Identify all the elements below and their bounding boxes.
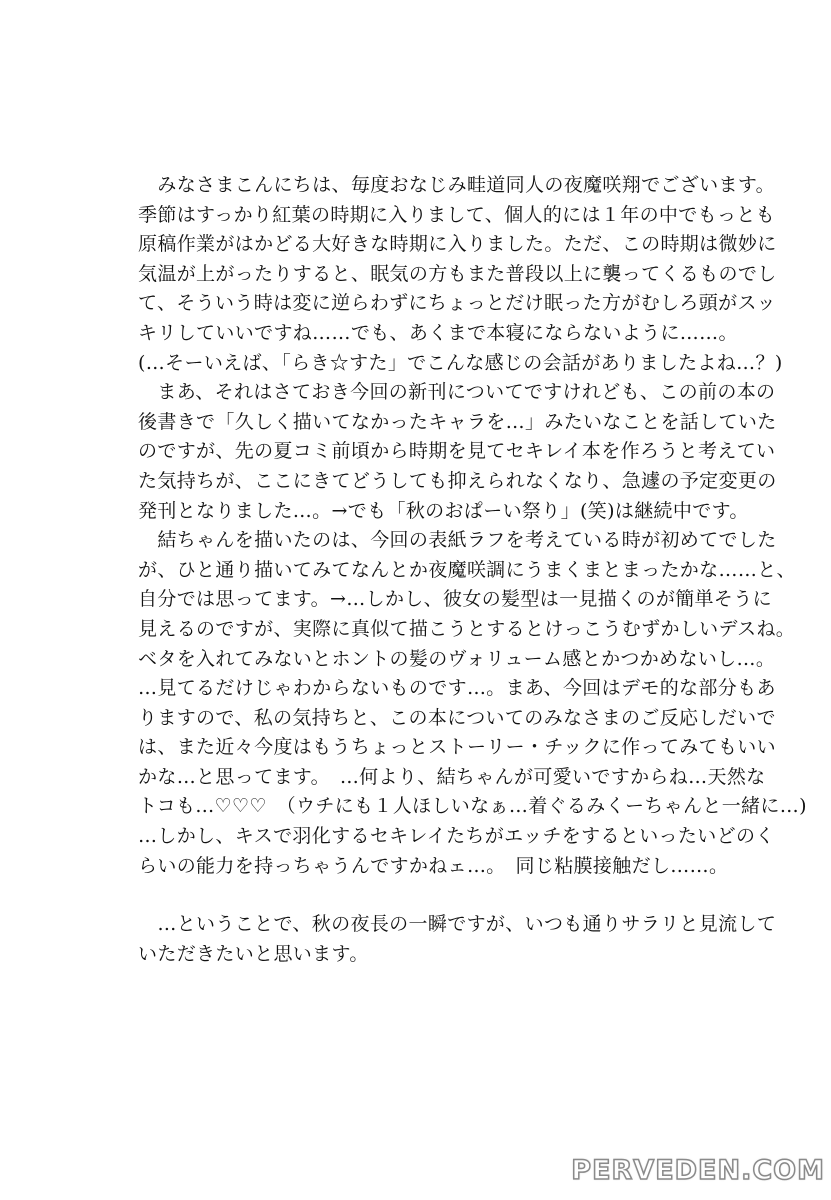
text-line: 後書きで「久しく描いてなかったキャラを…」みたいなことを話していた [138, 410, 777, 433]
text-line: キリしていいですね……でも、あくまで本寝にならないように……。 [138, 321, 738, 344]
text-line: トコも…♡♡♡ （ウチにも１人ほしいなぁ…着ぐるみくーちゃんと一緒に…) [138, 795, 807, 818]
text-line: りますので、私の気持ちと、この本についてのみなさまのご反応しだいで [138, 706, 776, 729]
text-line: は、また近々今度はもうちょっとストーリー・チックに作ってみてもいい [138, 736, 776, 759]
text-line: らいの能力を持っちゃうんですかねェ…。 同じ粘膜接触だし……。 [138, 854, 729, 877]
text-line: …しかし、キスで羽化するセキレイたちがエッチをするといったいどのく [138, 825, 775, 848]
text-line: みなさまこんにちは、毎度おなじみ畦道同人の夜魔咲翔でございます。 [138, 174, 776, 196]
text-line: …見てるだけじゃわからないものです…。まあ、今回はデモ的な部分もあ [138, 677, 776, 700]
text-line: 発刊となりました…。→でも「秋のおぱーい祭り」(笑)は継続中です。 [138, 499, 749, 522]
text-line: ベタを入れてみないとホントの髪のヴォリューム感とかつかめないし…。 [138, 647, 776, 670]
text-line: いただきたいと思います。 [138, 942, 369, 965]
text-line: 季節はすっかり紅葉の時期に入りまして、個人的には１年の中でもっとも [138, 203, 776, 226]
afterword-text [138, 171, 807, 969]
text-line: た気持ちが、ここにきてどうしても抑えられなくなり、急遽の予定変更の [138, 469, 777, 492]
text-line: 見えるのですが、実際に真似て描こうとするとけっこうむずかしいデスね。 [138, 617, 796, 640]
text-line: 結ちゃんを描いたのは、今回の表紙ラフを考えている時が初めてでした [138, 529, 777, 552]
text-line: 気温が上がったりすると、眠気の方もまた普段以上に襲ってくるものでし [138, 262, 777, 285]
text-line: のですが、先の夏コミ前頃から時期を見てセキレイ本を作ろうと考えてい [138, 440, 776, 463]
text-line: 原稿作業がはかどる大好きな時期に入りました。ただ、この時期は微妙に [138, 233, 777, 256]
text-line: て、そういう時は変に逆らわずにちょっとだけ眠った方がむしろ頭がスッ [138, 292, 776, 315]
text-line: 自分では思ってます。→…しかし、彼女の髪型は一見描くのが簡単そうに [138, 588, 772, 611]
paragraph-main [138, 171, 807, 881]
text-line: まあ、それはさておき今回の新刊についてですけれども、この前の本の [138, 381, 776, 404]
text-line: (…そーいえば、「らき☆すた」でこんな感じの会話がありましたよね…？) [138, 351, 783, 374]
text-line: かな…と思ってます。 …何より、結ちゃんが可愛いですからね…天然な [138, 765, 766, 788]
paragraph-spacer [138, 881, 728, 910]
site-watermark: PERVEDEN.COM [571, 1155, 825, 1186]
text-line: …ということで、秋の夜長の一瞬ですが、いつも通りサラリと見流して [138, 913, 777, 936]
text-line: が、ひと通り描いてみてなんとか夜魔咲調にうまくまとまったかな……と、 [138, 558, 796, 581]
paragraph-closing [138, 910, 777, 969]
